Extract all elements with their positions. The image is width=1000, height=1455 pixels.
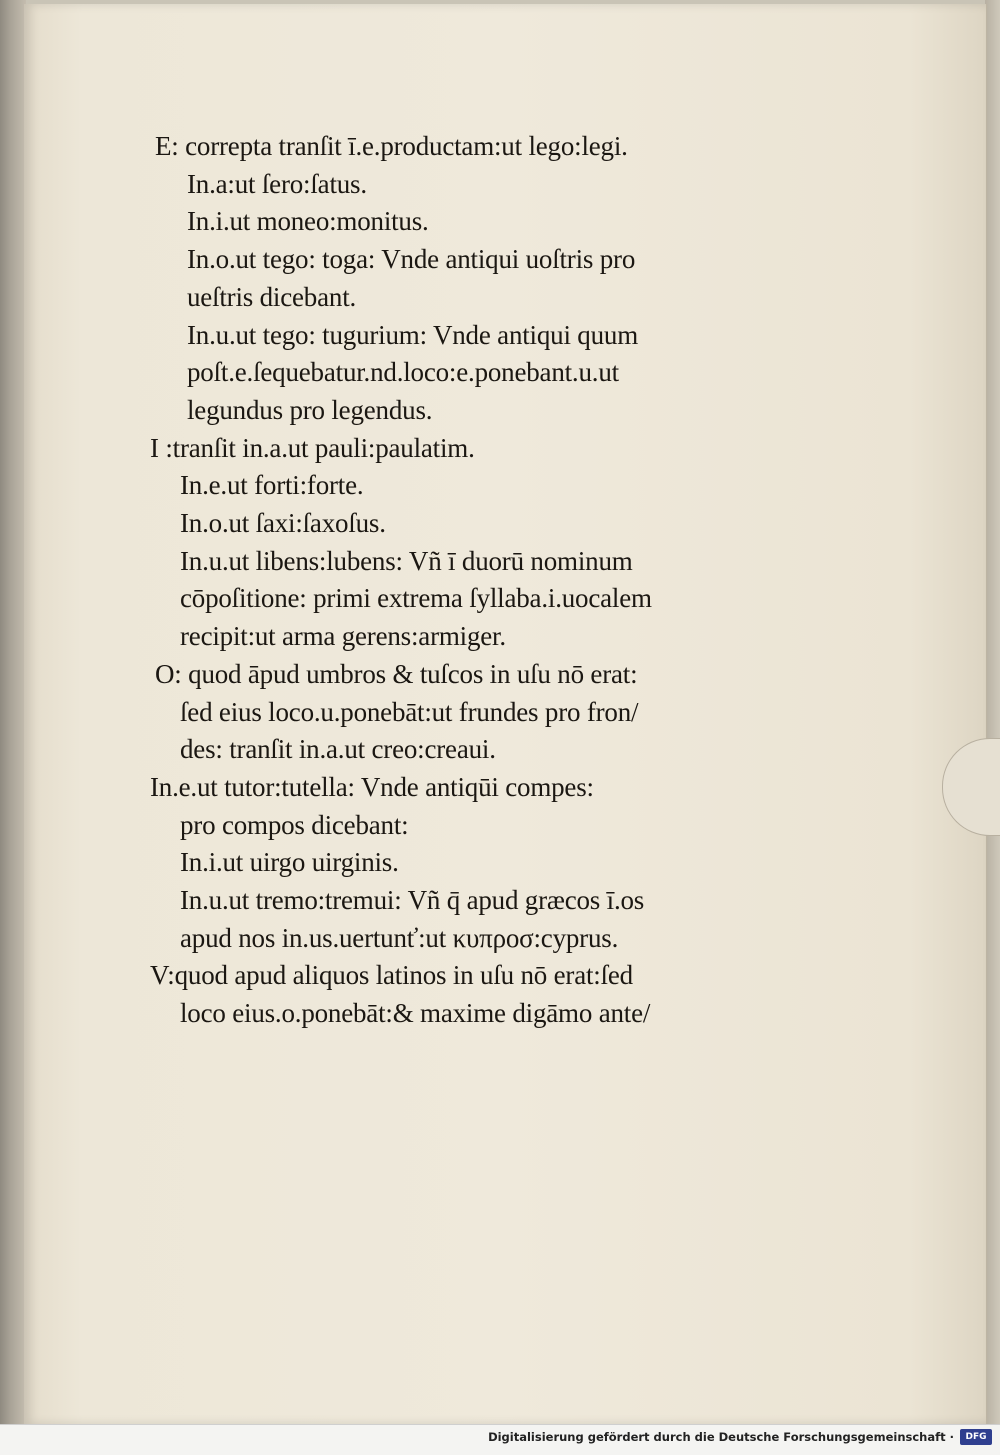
- text-line: cōpoſitione: primi extrema ſyllaba.i.uocalem: [180, 583, 652, 614]
- text-line: loco eius.o.ponebāt:& maxime digāmo ante/: [180, 998, 651, 1029]
- text-line: legundus pro legendus.: [187, 394, 433, 425]
- digitization-credit: Digitalisierung gefördert durch die Deutsche Forschungsgemeinschaft ·: [488, 1430, 954, 1444]
- page-text: [150, 128, 780, 1033]
- text-line: E: correpta tranſit ī.e.productam:ut lego:legi.: [155, 131, 628, 161]
- book-binding-edge: [0, 0, 26, 1454]
- text-line: In.u.ut tego: tugurium: Vnde antiqui quum: [187, 319, 639, 350]
- text-line: O: quod āpud umbros & tuſcos in uſu nō erat:: [155, 658, 638, 689]
- text-line: poſt.e.ſequebatur.nd.loco:e.ponebant.u.ut: [187, 357, 619, 388]
- text-line: des: tranſit in.a.ut creo:creaui.: [180, 734, 496, 765]
- text-line: In.u.ut libens:lubens: Vñ ī duorū nominum: [180, 545, 633, 576]
- text-line: In.u.ut tremo:tremui: Vñ q̄ apud græcos ī.os: [180, 885, 645, 916]
- text-line: In.a:ut ſero:ſatus.: [187, 168, 367, 199]
- text-line: I :tranſit in.a.ut pauli:paulatim.: [150, 432, 475, 463]
- page-stack-edge: [985, 0, 1000, 1430]
- text-line: pro compos dicebant:: [180, 809, 409, 840]
- text-line: V:quod apud aliquos latinos in uſu nō erat:ſed: [150, 960, 633, 991]
- text-line: In.e.ut tutor:tutella: Vnde antiqūi compes:: [150, 771, 594, 802]
- text-line: ueſtris dicebant.: [187, 281, 357, 312]
- text-line: apud nos in.us.uertunť:ut κυπροσ:cyprus.: [180, 922, 619, 953]
- text-line: In.o.ut tego: toga: Vnde antiqui uoſtris pro: [187, 244, 636, 275]
- text-line: ſed eius loco.u.ponebāt:ut frundes pro fron/: [180, 696, 639, 727]
- text-line: In.o.ut ſaxi:ſaxoſus.: [180, 508, 386, 539]
- text-line: recipit:ut arma gerens:armiger.: [180, 621, 506, 652]
- text-line: In.i.ut moneo:monitus.: [187, 206, 429, 237]
- dfg-logo: DFG: [960, 1429, 992, 1445]
- text-line: In.i.ut uirgo uirginis.: [180, 847, 399, 878]
- text-line: In.e.ut forti:forte.: [180, 470, 364, 501]
